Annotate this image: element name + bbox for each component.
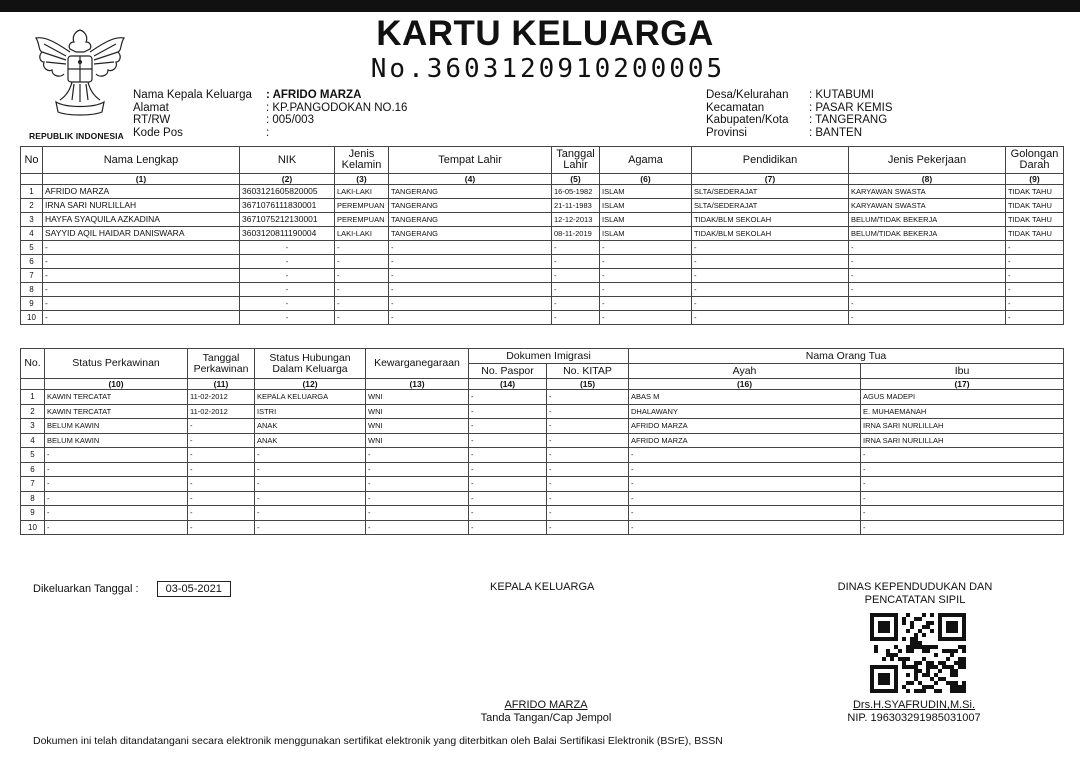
table2-cell: - (45, 477, 188, 492)
table1-row (21, 227, 1064, 241)
issued-label: Dikeluarkan Tanggal : (33, 583, 139, 595)
table2-cell: - (469, 491, 547, 506)
col2-no: No. (21, 349, 45, 379)
col2-tanggal-perkawinan: Tanggal Perkawinan (188, 349, 255, 379)
table2-cell: 11-02-2012 (188, 404, 255, 419)
table1-cell: - (600, 297, 692, 311)
table2-cell: - (861, 491, 1064, 506)
info-kabupaten: Kabupaten/Kota : TANGERANG (706, 114, 888, 126)
table2-cell: IRNA SARI NURLILLAH (861, 433, 1064, 448)
table1-cell: 12-12-2013 (552, 213, 600, 227)
table2-cell: 8 (21, 491, 45, 506)
table2-cell: - (469, 506, 547, 521)
table1-cell: 3603121605820005 (240, 185, 335, 199)
table1-cell: - (335, 255, 389, 269)
table2-cell: - (547, 477, 629, 492)
table1-cell: - (389, 255, 552, 269)
table1-cell: 2 (21, 199, 43, 213)
table1-cell: - (552, 269, 600, 283)
table1-cell: - (600, 283, 692, 297)
table1-cell: TIDAK TAHU (1006, 213, 1064, 227)
top-border (0, 0, 1080, 12)
table1-cell: TANGERANG (389, 227, 552, 241)
table2-cell: 9 (21, 506, 45, 521)
table2-cell: - (547, 390, 629, 405)
table1-row (21, 185, 1064, 199)
table1-cell: - (1006, 283, 1064, 297)
table1-cell: - (692, 269, 849, 283)
table2-cell: - (255, 520, 366, 535)
table2-cell: - (188, 462, 255, 477)
table1-row (21, 297, 1064, 311)
table2-cell: WNI (366, 433, 469, 448)
table1-cell: TIDAK TAHU (1006, 199, 1064, 213)
issued-date: 03-05-2021 (157, 581, 231, 597)
table2-cell: - (469, 419, 547, 434)
table2-cell: - (366, 448, 469, 463)
table2-cell: - (629, 520, 861, 535)
table1-cell: - (692, 255, 849, 269)
table1-cell: - (552, 283, 600, 297)
table2-number-row: (10) (11) (12) (13) (14) (15) (16) (17) (21, 379, 1064, 390)
table1-cell: TANGERANG (389, 199, 552, 213)
table2-row (21, 506, 1064, 521)
table2-cell: - (629, 491, 861, 506)
table1-cell: - (240, 241, 335, 255)
table1-cell: - (1006, 269, 1064, 283)
info-rt-rw: RT/RW : 005/003 (133, 114, 314, 126)
col-tanggal-lahir: Tanggal Lahir (552, 147, 600, 174)
table1-cell: - (552, 297, 600, 311)
table1-cell: - (43, 255, 240, 269)
table2-cell: 5 (21, 448, 45, 463)
table1-cell: SLTA/SEDERAJAT (692, 185, 849, 199)
table2-cell: AGUS MADEPI (861, 390, 1064, 405)
table2-cell: 2 (21, 404, 45, 419)
table1-cell: TIDAK/BLM SEKOLAH (692, 213, 849, 227)
republic-label: REPUBLIK INDONESIA (29, 131, 124, 141)
table2-cell: - (45, 506, 188, 521)
table2-cell: - (547, 419, 629, 434)
table2-cell: - (188, 419, 255, 434)
col2-nama-orang-tua: Nama Orang Tua (629, 349, 1064, 364)
col-no: No (21, 147, 43, 174)
official-nip: NIP. 196303291985031007 (847, 712, 981, 724)
table1-cell: - (335, 269, 389, 283)
official-name: Drs.H.SYAFRUDIN,M.Si. (852, 699, 976, 711)
table1-cell: - (600, 311, 692, 325)
table2-cell: - (366, 506, 469, 521)
table1-cell: PEREMPUAN (335, 213, 389, 227)
table2-cell: - (255, 491, 366, 506)
table2-header-row-1 (21, 349, 1064, 364)
table1-cell: - (389, 241, 552, 255)
table1-cell: - (1006, 297, 1064, 311)
table1-cell: - (692, 311, 849, 325)
document-title: KARTU KELUARGA (376, 14, 714, 53)
table2-cell: - (45, 491, 188, 506)
table2-row (21, 462, 1064, 477)
table1-cell: - (1006, 311, 1064, 325)
col-jenis-kelamin: Jenis Kelamin (335, 147, 389, 174)
table1-cell: - (240, 255, 335, 269)
info-kepala-keluarga: Nama Kepala Keluarga : AFRIDO MARZA (133, 89, 362, 101)
table2-cell: 4 (21, 433, 45, 448)
info-kecamatan: Kecamatan : PASAR KEMIS (706, 101, 893, 114)
table1-cell: - (849, 241, 1006, 255)
table1-row (21, 269, 1064, 283)
table1-row (21, 311, 1064, 325)
table1-cell: - (240, 269, 335, 283)
table2-row (21, 433, 1064, 448)
table2-cell: E. MUHAEMANAH (861, 404, 1064, 419)
table2-row (21, 477, 1064, 492)
table2-cell: - (861, 477, 1064, 492)
document-number: No.3603120910200005 (370, 54, 726, 84)
table2-cell: KAWIN TERCATAT (45, 390, 188, 405)
table1-cell: KARYAWAN SWASTA (849, 199, 1006, 213)
table1-cell: ISLAM (600, 199, 692, 213)
table1-cell: - (849, 311, 1006, 325)
table2-cell: - (547, 520, 629, 535)
table2-cell: - (629, 477, 861, 492)
table2-cell: - (547, 462, 629, 477)
table1-cell: 3671076111830001 (240, 199, 335, 213)
table2-cell: - (629, 506, 861, 521)
table2-cell: BELUM KAWIN (45, 433, 188, 448)
table1-cell: ISLAM (600, 213, 692, 227)
table2-row (21, 491, 1064, 506)
table2-cell: DHALAWANY (629, 404, 861, 419)
table2-cell: - (861, 506, 1064, 521)
table1-cell: - (43, 297, 240, 311)
table1-cell: - (43, 311, 240, 325)
table1-cell: BELUM/TIDAK BEKERJA (849, 227, 1006, 241)
table1-cell: HAYFA SYAQUILA AZKADINA (43, 213, 240, 227)
issued-date-block (33, 581, 231, 597)
table1-cell: - (849, 269, 1006, 283)
table2-cell: - (547, 404, 629, 419)
table2-row (21, 419, 1064, 434)
col-jenis-pekerjaan: Jenis Pekerjaan (849, 147, 1006, 174)
family-status-table (20, 348, 1064, 535)
table2-cell: - (547, 491, 629, 506)
official-signature-block (826, 699, 1002, 725)
table1-cell: - (335, 241, 389, 255)
col2-dokumen-imigrasi: Dokumen Imigrasi (469, 349, 629, 364)
table2-cell: WNI (366, 390, 469, 405)
table1-cell: - (600, 269, 692, 283)
table2-cell: - (547, 448, 629, 463)
col-golongan-darah: Golongan Darah (1006, 147, 1064, 174)
table2-cell: - (45, 448, 188, 463)
table2-cell: - (366, 477, 469, 492)
kepala-sub: Tanda Tangan/Cap Jempol (480, 712, 612, 724)
table1-cell: BELUM/TIDAK BEKERJA (849, 213, 1006, 227)
table2-cell: 7 (21, 477, 45, 492)
table1-cell: TIDAK/BLM SEKOLAH (692, 227, 849, 241)
table2-cell: AFRIDO MARZA (629, 419, 861, 434)
info-alamat: Alamat : KP.PANGODOKAN NO.16 (133, 101, 408, 114)
col2-kewarganegaraan: Kewarganegaraan (366, 349, 469, 379)
table2-cell: - (188, 506, 255, 521)
table2-cell: 10 (21, 520, 45, 535)
table2-cell: - (469, 477, 547, 492)
table1-cell: - (1006, 241, 1064, 255)
table1-cell: SLTA/SEDERAJAT (692, 199, 849, 213)
table1-cell: LAKI-LAKI (335, 227, 389, 241)
table1-cell: - (335, 283, 389, 297)
table2-cell: - (188, 520, 255, 535)
col2-ayah: Ayah (629, 364, 861, 379)
info-provinsi: Provinsi : BANTEN (706, 126, 863, 139)
table1-cell: TIDAK TAHU (1006, 185, 1064, 199)
table2-cell: - (469, 390, 547, 405)
table1-cell: - (552, 311, 600, 325)
table1-cell: TANGERANG (389, 185, 552, 199)
table1-cell: - (600, 255, 692, 269)
table2-cell: ABAS M (629, 390, 861, 405)
table1-cell: - (335, 311, 389, 325)
col-pendidikan: Pendidikan (692, 147, 849, 174)
table1-cell: 6 (21, 255, 43, 269)
qr-code-icon (870, 613, 966, 693)
table2-cell: - (45, 462, 188, 477)
table1-cell: 08-11-2019 (552, 227, 600, 241)
table1-cell: 8 (21, 283, 43, 297)
col-tempat-lahir: Tempat Lahir (389, 147, 552, 174)
table2-cell: 6 (21, 462, 45, 477)
table2-cell: - (366, 491, 469, 506)
table2-cell: - (469, 462, 547, 477)
table2-cell: - (469, 404, 547, 419)
table1-cell: - (552, 241, 600, 255)
table1-cell: 1 (21, 185, 43, 199)
table1-cell: TANGERANG (389, 213, 552, 227)
table1-cell: TIDAK TAHU (1006, 227, 1064, 241)
table2-cell: 11-02-2012 (188, 390, 255, 405)
table2-row (21, 520, 1064, 535)
table1-cell: 10 (21, 311, 43, 325)
table2-cell: - (469, 433, 547, 448)
table2-cell: - (188, 433, 255, 448)
table2-row (21, 448, 1064, 463)
table1-cell: - (43, 269, 240, 283)
table1-cell: IRNA SARI NURLILLAH (43, 199, 240, 213)
electronic-signature-notice: Dokumen ini telah ditandatangani secara elektronik menggunakan sertifikat elektronik yang diterbitkan oleh Balai Sertifikasi Elektronik (BSrE), BSSN (33, 735, 723, 747)
table1-cell: - (1006, 255, 1064, 269)
table2-cell: - (861, 520, 1064, 535)
info-kode-pos: Kode Pos : (133, 126, 270, 139)
table1-cell: 16-05-1982 (552, 185, 600, 199)
table2-cell: - (188, 491, 255, 506)
table1-cell: 4 (21, 227, 43, 241)
table2-cell: 1 (21, 390, 45, 405)
table2-cell: AFRIDO MARZA (629, 433, 861, 448)
col2-no-paspor: No. Paspor (469, 364, 547, 379)
table1-cell: - (692, 297, 849, 311)
table2-cell: - (188, 477, 255, 492)
table2-cell: - (469, 520, 547, 535)
table1-cell: - (43, 241, 240, 255)
table2-cell: - (366, 462, 469, 477)
table1-cell: - (849, 297, 1006, 311)
col2-ibu: Ibu (861, 364, 1064, 379)
table2-cell: - (547, 506, 629, 521)
table1-cell: 9 (21, 297, 43, 311)
table1-cell: - (849, 283, 1006, 297)
table1-row (21, 199, 1064, 213)
table1-cell: 7 (21, 269, 43, 283)
table2-cell: - (861, 448, 1064, 463)
table2-cell: - (861, 462, 1064, 477)
table1-cell: - (335, 297, 389, 311)
table2-cell: - (188, 448, 255, 463)
table2-cell: - (366, 520, 469, 535)
table1-cell: 5 (21, 241, 43, 255)
kepala-signature-block (476, 699, 616, 725)
table1-number-row: (1) (2) (3) (4) (5) (6) (7) (8) (9) (21, 174, 1064, 185)
table1-cell: - (389, 297, 552, 311)
table2-row (21, 390, 1064, 405)
table1-cell: - (43, 283, 240, 297)
table1-cell: - (389, 283, 552, 297)
kepala-keluarga-label: KEPALA KELUARGA (490, 581, 595, 593)
table2-cell: - (255, 448, 366, 463)
table1-cell: - (240, 283, 335, 297)
table1-cell: - (240, 311, 335, 325)
col2-no-kitap: No. KITAP (547, 364, 629, 379)
table1-cell: 3603120811190004 (240, 227, 335, 241)
table2-cell: BELUM KAWIN (45, 419, 188, 434)
table1-cell: LAKI-LAKI (335, 185, 389, 199)
table2-cell: IRNA SARI NURLILLAH (861, 419, 1064, 434)
table1-cell: - (692, 241, 849, 255)
table1-cell: KARYAWAN SWASTA (849, 185, 1006, 199)
table2-cell: - (255, 462, 366, 477)
table1-cell: - (600, 241, 692, 255)
header-right-info (706, 89, 893, 139)
col-agama: Agama (600, 147, 692, 174)
table1-cell: ISLAM (600, 185, 692, 199)
table2-cell: - (469, 448, 547, 463)
table1-cell: 3 (21, 213, 43, 227)
table2-cell: WNI (366, 419, 469, 434)
table2-cell: ANAK (255, 433, 366, 448)
table1-cell: 21-11-1983 (552, 199, 600, 213)
table1-cell: 3671075212130001 (240, 213, 335, 227)
table1-row (21, 283, 1064, 297)
table2-cell: KEPALA KELUARGA (255, 390, 366, 405)
table2-cell: - (629, 448, 861, 463)
table1-row (21, 213, 1064, 227)
table1-cell: - (692, 283, 849, 297)
table1-cell: ISLAM (600, 227, 692, 241)
col-nama-lengkap: Nama Lengkap (43, 147, 240, 174)
table2-cell: - (547, 433, 629, 448)
table2-cell: WNI (366, 404, 469, 419)
table2-cell: KAWIN TERCATAT (45, 404, 188, 419)
dinas-label: DINAS KEPENDUDUKAN DAN PENCATATAN SIPIL (837, 581, 993, 606)
table1-cell: SAYYID AQIL HAIDAR DANISWARA (43, 227, 240, 241)
table2-cell: ISTRI (255, 404, 366, 419)
table2-cell: - (45, 520, 188, 535)
table1-cell: - (389, 311, 552, 325)
table2-cell: - (629, 462, 861, 477)
table2-cell: - (255, 477, 366, 492)
table1-cell: - (389, 269, 552, 283)
table1-cell: PEREMPUAN (335, 199, 389, 213)
kepala-name: AFRIDO MARZA (504, 699, 588, 711)
table2-row (21, 404, 1064, 419)
table1-row (21, 241, 1064, 255)
family-members-table (20, 146, 1064, 325)
table1-row (21, 255, 1064, 269)
header-left-info (133, 89, 407, 139)
table1-cell: - (552, 255, 600, 269)
table1-cell: - (849, 255, 1006, 269)
info-desa: Desa/Kelurahan : KUTABUMI (706, 89, 874, 101)
col2-status-hubungan: Status Hubungan Dalam Keluarga (255, 349, 366, 379)
table1-cell: AFRIDO MARZA (43, 185, 240, 199)
col2-status-perkawinan: Status Perkawinan (45, 349, 188, 379)
table1-cell: - (240, 297, 335, 311)
table1-header-row (21, 147, 1064, 174)
col-nik: NIK (240, 147, 335, 174)
table2-cell: ANAK (255, 419, 366, 434)
table2-cell: - (255, 506, 366, 521)
table2-cell: 3 (21, 419, 45, 434)
